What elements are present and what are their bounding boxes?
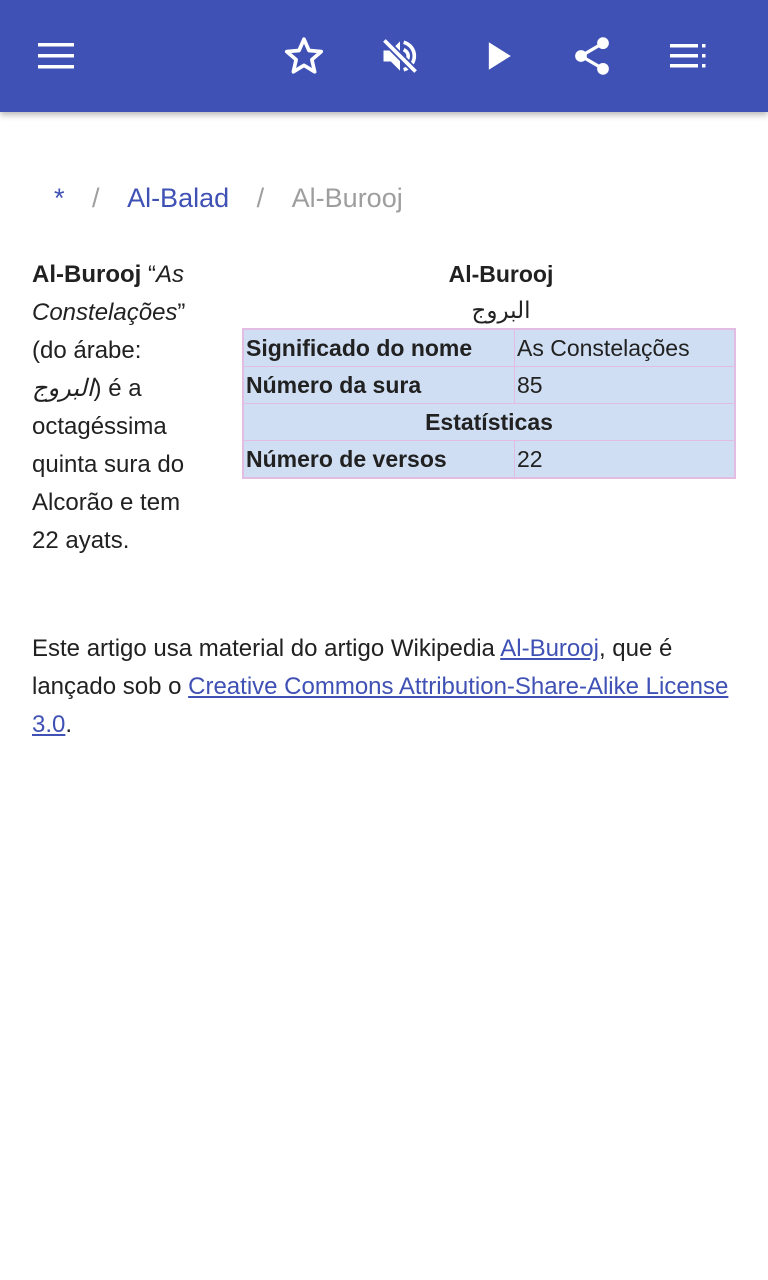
table-row <box>243 329 735 367</box>
breadcrumb-root-link[interactable]: * <box>54 183 65 213</box>
play-button[interactable] <box>470 28 526 84</box>
infobox-title: Al-Burooj <box>448 261 554 287</box>
menu-button[interactable] <box>28 28 84 84</box>
volume-off-icon <box>378 34 422 78</box>
quote-close: ” <box>177 299 186 326</box>
quote-open: “ <box>141 261 156 288</box>
license-link[interactable]: Creative Commons Attribution-Share-Alike License 3.0 <box>32 673 729 738</box>
breadcrumb-separator: / <box>92 183 100 213</box>
share-icon <box>570 34 614 78</box>
breadcrumb <box>32 178 403 218</box>
infobox <box>242 256 736 479</box>
origin-prefix: (do árabe: <box>32 337 142 364</box>
footnote-suffix: . <box>65 711 73 738</box>
wikipedia-article-link[interactable]: Al-Burooj <box>500 635 599 662</box>
row-value: As Constelações <box>515 329 736 367</box>
table-section-row <box>243 404 735 441</box>
arabic-name: البروج <box>32 375 94 402</box>
table-row <box>243 441 735 479</box>
app-bar <box>0 0 768 112</box>
article-title-term: Al-Burooj <box>32 261 142 288</box>
row-value: 22 <box>515 441 736 479</box>
article-intro <box>32 256 212 560</box>
article-description: ) é a octagéssima quinta sura do Alcorão e tem 22 ayats. <box>32 375 185 554</box>
infobox-arabic-title: البروج <box>471 297 531 323</box>
row-label: Número da sura <box>243 367 515 404</box>
row-label: Número de versos <box>243 441 515 479</box>
article-translation: As Constelações <box>32 261 184 326</box>
footnote-prefix: Este artigo usa material do artigo Wikipedia <box>32 635 501 662</box>
row-label: Significado do nome <box>243 329 515 367</box>
attribution-footnote <box>32 630 736 744</box>
contents-button[interactable] <box>660 28 716 84</box>
mute-button[interactable] <box>372 28 428 84</box>
breadcrumb-current: Al-Burooj <box>291 183 403 213</box>
footnote-middle: , que é lançado sob o <box>32 635 673 700</box>
breadcrumb-separator: / <box>256 183 265 213</box>
row-value: 85 <box>515 367 736 404</box>
share-button[interactable] <box>564 28 620 84</box>
play-icon <box>476 34 520 78</box>
playlist-icon <box>668 42 708 70</box>
star-outline-icon <box>282 34 326 78</box>
infobox-table <box>242 328 736 479</box>
menu-icon <box>36 40 76 72</box>
table-row <box>243 367 735 404</box>
breadcrumb-parent-link[interactable]: Al-Balad <box>127 183 230 213</box>
favorite-button[interactable] <box>276 28 332 84</box>
section-header: Estatísticas <box>243 404 735 441</box>
